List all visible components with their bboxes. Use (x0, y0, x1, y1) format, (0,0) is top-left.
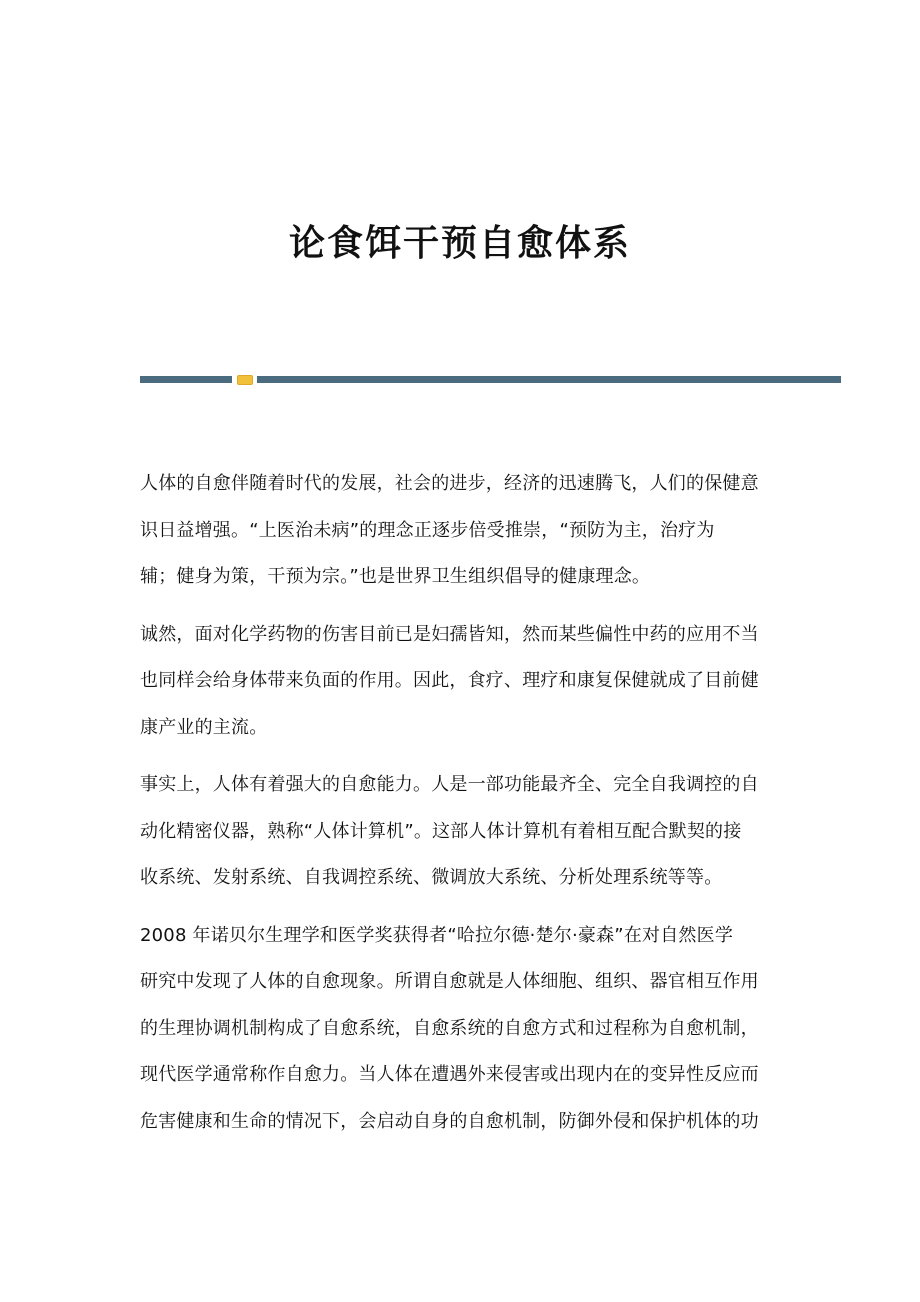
text-line: 研究中发现了人体的自愈现象。所谓自愈就是人体细胞、组织、器官相互作用 (140, 971, 759, 992)
paragraph (140, 918, 780, 1151)
text-line: 也同样会给身体带来负面的作用。因此，食疗、理疗和康复保健就成了目前健 (140, 670, 759, 691)
paragraph (140, 767, 780, 907)
document-title: 论食饵干预自愈体系 (288, 222, 631, 264)
text-line: 动化精密仪器，熟称“人体计算机”。这部人体计算机有着相互配合默契的接 (140, 820, 742, 842)
text-line: 诚然，面对化学药物的伤害目前已是妇孺皆知，然而某些偏性中药的应用不当 (140, 623, 759, 645)
text-line: 的生理协调机制构成了自愈系统，自愈系统的自愈方式和过程称为自愈机制， (140, 1017, 759, 1039)
divider-ornament-icon (237, 375, 253, 385)
document-body (140, 466, 780, 1161)
text-line: 辅；健身为策，干预为宗。”也是世界卫生组织倡导的健康理念。 (140, 566, 651, 587)
title-divider (140, 375, 841, 384)
paragraph (140, 466, 780, 606)
text-line: 康产业的主流。 (140, 716, 268, 738)
text-line: 人体的自愈伴随着时代的发展，社会的进步，经济的迅速腾飞，人们的保健意 (140, 473, 759, 494)
divider-bar-left (140, 376, 232, 383)
text-line: 危害健康和生命的情况下，会启动自身的自愈机制，防御外侵和保护机体的功 (140, 1110, 759, 1132)
text-line: 识日益增强。“上医治未病”的理念正逐步倍受推崇，“预防为主，治疗为 (140, 519, 715, 541)
text-line: 收系统、发射系统、自我调控系统、微调放大系统、分析处理系统等等。 (140, 867, 723, 888)
text-line: 现代医学通常称作自愈力。当人体在遭遇外来侵害或出现内在的变异性反应而 (140, 1064, 759, 1085)
text-line: 2008 年诺贝尔生理学和医学奖获得者“哈拉尔德·楚尔·豪森”在对自然医学 (140, 924, 734, 946)
text-line: 事实上，人体有着强大的自愈能力。人是一部功能最齐全、完全自我调控的自 (140, 774, 759, 795)
paragraph (140, 617, 780, 757)
divider-bar-right (257, 376, 841, 383)
